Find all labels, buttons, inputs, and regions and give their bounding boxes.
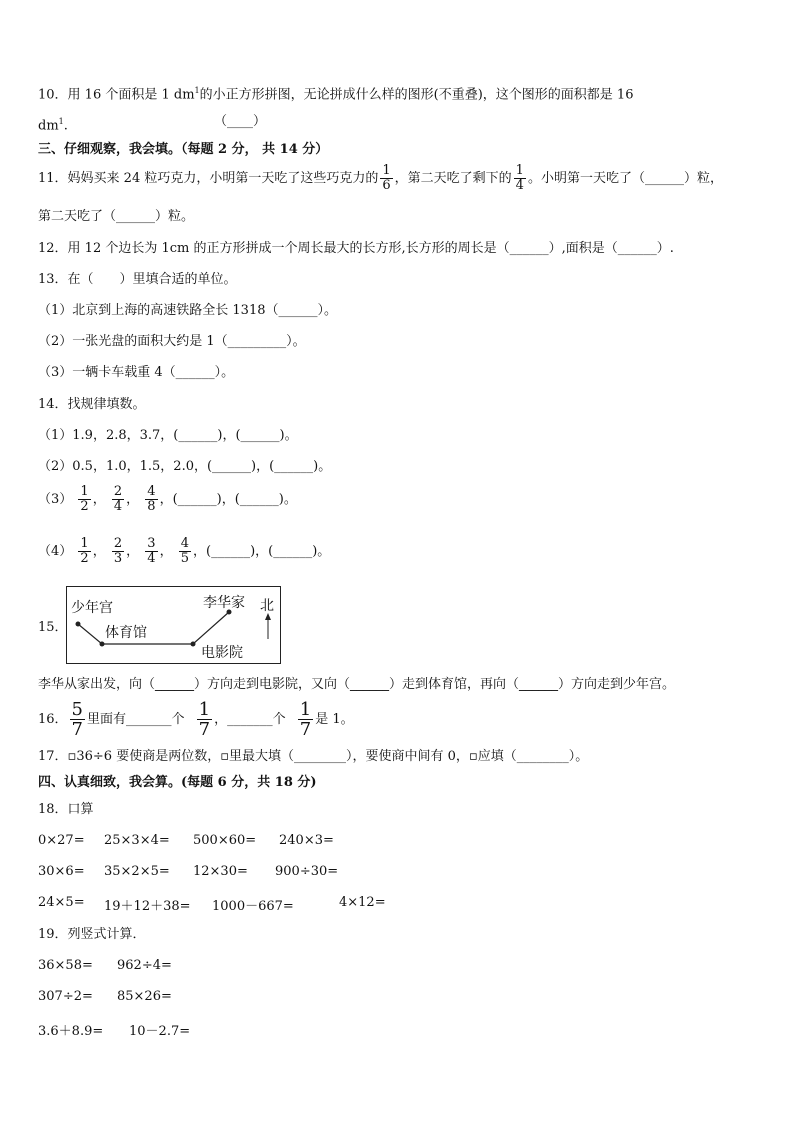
- q16-number: 16．: [38, 712, 68, 727]
- q11-fraction-1-numerator: 1: [382, 163, 391, 178]
- q10-unit-superscript: 1: [58, 117, 64, 126]
- numerator: 1: [80, 484, 89, 499]
- q14-p3-fraction-1: [78, 485, 90, 514]
- label-north: 北: [260, 598, 274, 614]
- calc-18-r2-c4: 900÷30=: [275, 864, 339, 879]
- calc-19-r1-c2: 962÷4=: [117, 958, 172, 973]
- q14-p3-label: （3）: [38, 492, 73, 507]
- denominator: 7: [299, 719, 312, 740]
- question-13-part-1[interactable]: （1）北京到上海的高速铁路全长 1318（______）。: [38, 303, 337, 318]
- separator: ，: [92, 492, 106, 507]
- separator: ，: [126, 492, 140, 507]
- q14-p4-fraction-4: [179, 537, 191, 566]
- question-11-line1: [38, 164, 723, 193]
- label-youth-palace: 少年宫: [71, 600, 113, 616]
- denominator: 3: [113, 551, 123, 566]
- q11-fraction-2-numerator: 1: [515, 163, 524, 178]
- q14-p4-label: （4）: [38, 544, 73, 559]
- q11-fraction-1-denominator: 6: [382, 178, 391, 193]
- q16-text-d: 是 1。: [315, 712, 354, 727]
- calc-18-r2-c2: 35×2×5=: [104, 864, 170, 879]
- calc-19-r3-c2: 10－2.7=: [129, 1024, 191, 1039]
- calc-18-r2-c1: 30×6=: [38, 864, 85, 879]
- question-14-part-2[interactable]: （2）0.5，1.0，1.5，2.0，(______)，(______)。: [38, 459, 332, 474]
- denominator: 5: [180, 551, 190, 566]
- q14-p4-fraction-2: [112, 537, 124, 566]
- q16-fraction-3: [298, 700, 313, 739]
- question-14-part-3[interactable]: [38, 485, 297, 515]
- denominator: 4: [113, 499, 123, 514]
- numerator: 4: [147, 484, 156, 499]
- q10-superscript: 1: [194, 86, 200, 95]
- route-map: [66, 586, 281, 664]
- question-17[interactable]: 17．▫36÷6 要使商是两位数，▫里最大填（________），要使商中间有 0，▫应填（________）。: [38, 749, 589, 764]
- q14-p3-fraction-2: [112, 485, 124, 514]
- denominator: 7: [198, 719, 211, 740]
- calc-18-r3-c1: 24×5=: [38, 895, 85, 910]
- q14-p3-tail[interactable]: ，(______)，(______)。: [159, 492, 297, 507]
- question-12[interactable]: 12．用 12 个边长为 1cm 的正方形拼成一个周长最大的长方形,长方形的周长是（______）,面积是（______）.: [38, 241, 674, 256]
- section-3-heading: 三、仔细观察，我会填。（每题 2 分， 共 14 分）: [38, 142, 329, 157]
- calc-19-r2-c2: 85×26=: [117, 989, 172, 1004]
- numerator: 1: [299, 699, 312, 720]
- q11-fraction-2: [514, 164, 526, 193]
- label-cinema: 电影院: [201, 645, 243, 661]
- q16-text-c[interactable]: ，_______个: [214, 712, 286, 727]
- q16-fraction-1: [70, 700, 85, 739]
- question-11-line2[interactable]: 第二天吃了（______）粒。: [38, 209, 195, 224]
- question-15-text[interactable]: 李华从家出发，向（______）方向走到电影院，又向（______）走到体育馆，再向（______）方向走到少年宫。: [38, 677, 676, 692]
- q11-fraction-1: [380, 164, 392, 193]
- question-13-part-3[interactable]: （3）一辆卡车载重 4（______）。: [38, 365, 235, 380]
- label-gymnasium: 体育馆: [105, 625, 147, 641]
- q10-answer-blank[interactable]: （____）: [214, 114, 267, 129]
- q14-p4-fraction-3: [145, 537, 157, 566]
- question-13-part-2[interactable]: （2）一张光盘的面积大约是 1（_________）。: [38, 334, 306, 349]
- calc-19-r1-c1: 36×58=: [38, 958, 93, 973]
- separator: ，: [159, 544, 173, 559]
- calc-18-r3-c2: 19＋12＋38=: [104, 899, 191, 914]
- question-14-part-1[interactable]: （1）1.9，2.8，3.7，(______)，(______)。: [38, 428, 298, 443]
- question-19-title: 19．列竖式计算．: [38, 927, 146, 942]
- numerator: 4: [180, 536, 190, 551]
- numerator: 2: [113, 484, 123, 499]
- calc-19-r2-c1: 307÷2=: [38, 989, 93, 1004]
- numerator: 2: [113, 536, 123, 551]
- calc-18-r1-c2: 25×3×4=: [104, 833, 170, 848]
- separator: ，: [126, 544, 140, 559]
- q11-text-a: 11．妈妈买来 24 粒巧克力，小明第一天吃了这些巧克力的: [38, 171, 379, 186]
- question-14-part-4[interactable]: [38, 537, 330, 567]
- calc-18-r3-c4: 4×12=: [339, 895, 386, 910]
- denominator: 2: [80, 551, 89, 566]
- calc-18-r1-c1: 0×27=: [38, 833, 85, 848]
- numerator: 1: [80, 536, 89, 551]
- question-10-line2: [38, 114, 267, 134]
- q14-p3-fraction-3: [145, 485, 157, 514]
- numerator: 1: [198, 699, 211, 720]
- calc-18-r1-c3: 500×60=: [193, 833, 257, 848]
- q11-text-b: ，第二天吃了剩下的: [394, 171, 512, 186]
- q10-unit: dm: [38, 118, 59, 134]
- question-13-title: 13．在（ ）里填合适的单位。: [38, 272, 237, 287]
- q16-text-b[interactable]: 里面有_______个: [87, 712, 185, 727]
- q16-fraction-2: [197, 700, 212, 739]
- calc-18-r2-c3: 12×30=: [193, 864, 248, 879]
- q10-period: .: [63, 118, 68, 134]
- q10-text-b: 的小正方形拼图，无论拼成什么样的图形(不重叠)，这个图形的面积都是 16: [199, 87, 634, 103]
- numerator: 5: [71, 699, 83, 720]
- question-10-line1: [38, 83, 633, 103]
- calc-19-r3-c1: 3.6＋8.9=: [38, 1024, 104, 1039]
- denominator: 2: [80, 499, 89, 514]
- calc-18-r3-c3: 1000－667=: [212, 899, 294, 914]
- q14-p4-fraction-1: [78, 537, 90, 566]
- denominator: 8: [147, 499, 156, 514]
- denominator: 4: [147, 551, 156, 566]
- question-18-title: 18．口算: [38, 802, 94, 817]
- calc-18-r1-c4: 240×3=: [279, 833, 334, 848]
- section-4-heading: 四、认真细致，我会算。(每题 6 分，共 18 分): [38, 775, 317, 790]
- question-16[interactable]: [38, 700, 354, 740]
- numerator: 3: [147, 536, 156, 551]
- q11-fraction-2-denominator: 4: [515, 178, 524, 193]
- q10-text-a: 10．用 16 个面积是 1 dm: [38, 87, 195, 103]
- question-15-number: 15．: [38, 620, 68, 635]
- q11-text-c[interactable]: 。小明第一天吃了（______）粒，: [527, 171, 723, 186]
- denominator: 7: [71, 719, 83, 740]
- question-14-title: 14．找规律填数。: [38, 397, 146, 412]
- label-lihua-home: 李华家: [203, 595, 245, 611]
- q14-p4-tail[interactable]: ，(______)，(______)。: [193, 544, 331, 559]
- separator: ，: [92, 544, 106, 559]
